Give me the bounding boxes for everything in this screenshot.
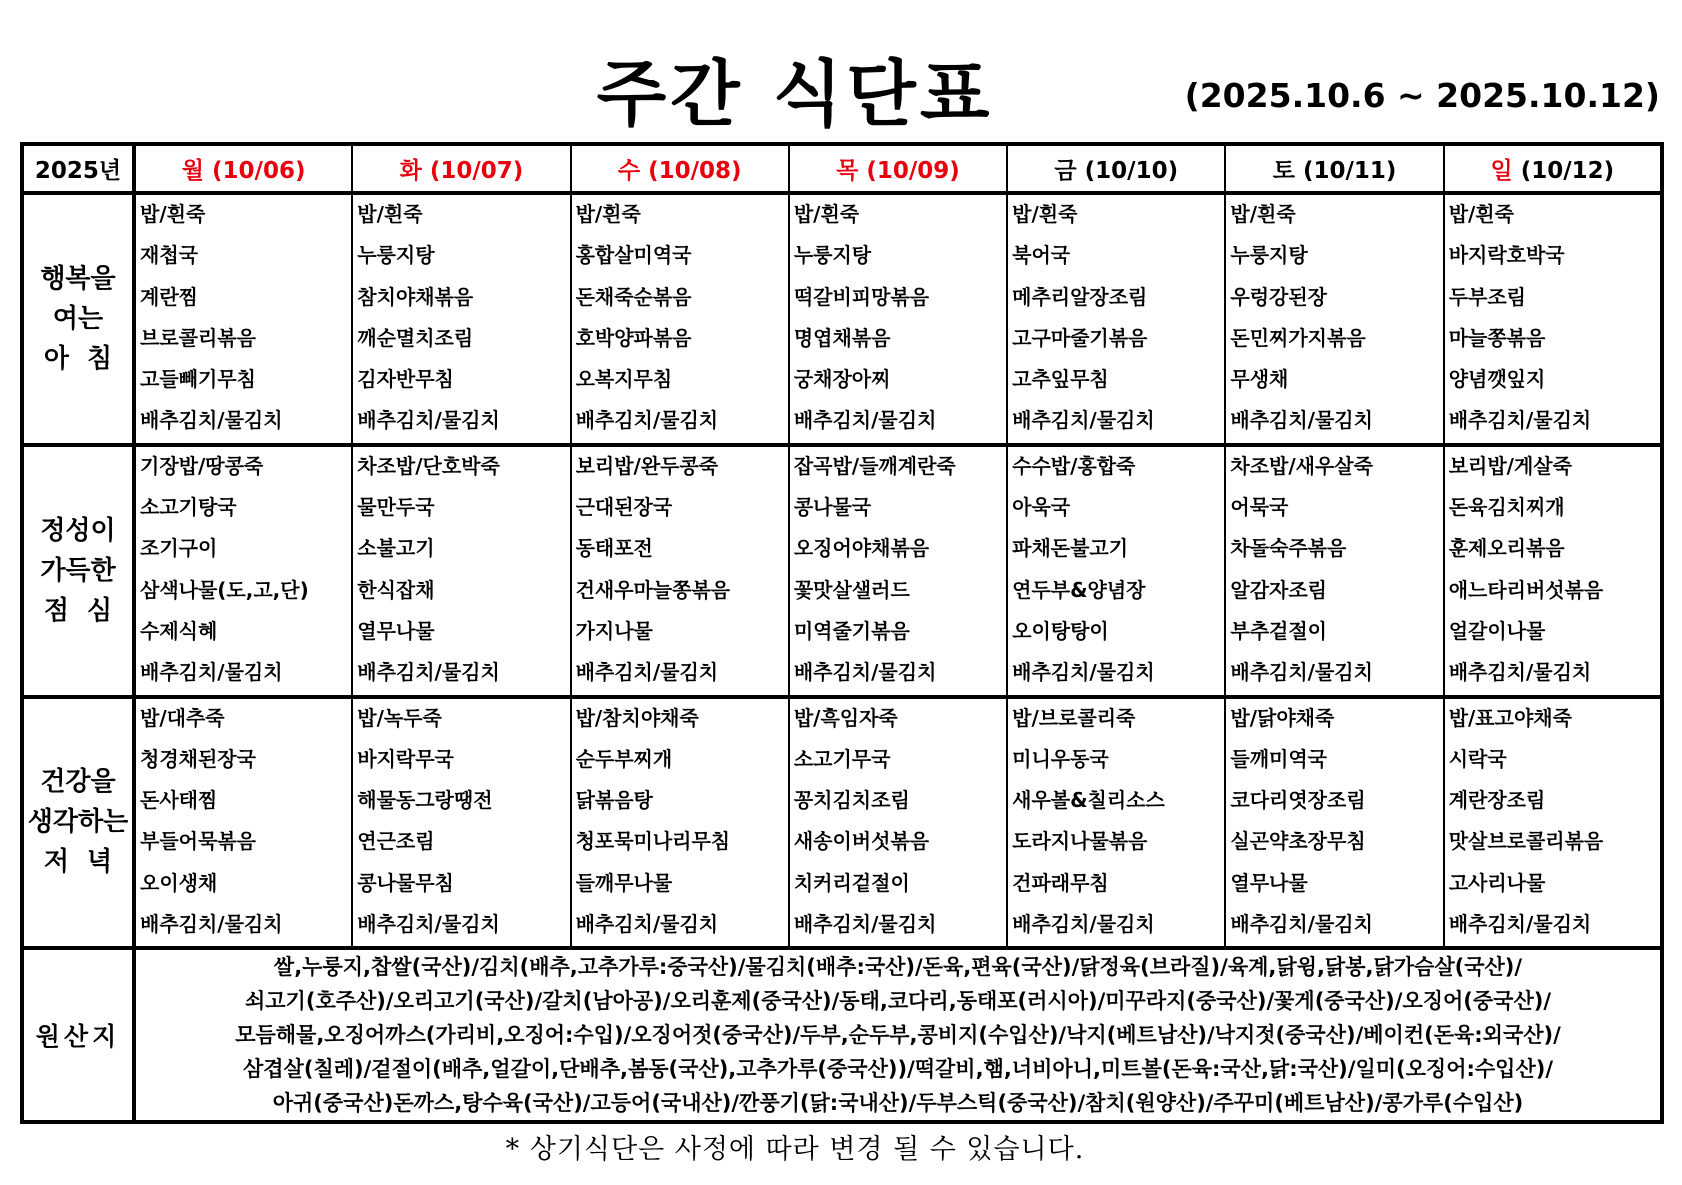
dish-item: 도라지나물볶음: [1012, 829, 1148, 854]
dish-item: 북어국: [1012, 243, 1071, 268]
meal-row: [22, 697, 1662, 949]
dish-item: 치커리겉절이: [793, 870, 910, 895]
dish-item: 얼갈이나물: [1448, 618, 1546, 643]
dish-item: 청포묵미나리무침: [575, 829, 731, 854]
dish-item: 조기구이: [140, 536, 218, 561]
dish-item: 밥/흰죽: [1012, 202, 1078, 226]
dish-item: 동태포전: [575, 536, 653, 561]
dish-item: 배추김치/물김치: [1012, 912, 1155, 937]
dish-item: 애느타리버섯볶음: [1448, 577, 1604, 602]
dish-item: 배추김치/물김치: [357, 408, 500, 433]
dish-item: 새우볼&칠리소스: [1012, 788, 1165, 813]
day-menu-cell: [571, 193, 789, 445]
dish-item: 닭볶음탕: [575, 788, 653, 813]
dish-item: 오복지무침: [575, 367, 673, 392]
dish-item: 떡갈비피망볶음: [793, 284, 930, 309]
dish-item: 밥/흰죽: [357, 202, 423, 226]
dish-item: 배추김치/물김치: [575, 408, 719, 433]
day-name: 목: [836, 158, 859, 184]
dish-item: 브로콜리볶음: [140, 325, 256, 350]
dish-item: 꽁치김치조림: [793, 788, 910, 813]
day-menu-cell: [1007, 697, 1225, 949]
dish-item: 재첩국: [140, 243, 198, 268]
day-date: (10/12): [1520, 158, 1615, 184]
day-header: [1007, 144, 1225, 193]
dish-item: 배추김치/물김치: [1230, 660, 1373, 685]
dish-list: [1008, 699, 1224, 947]
dish-item: 배추김치/물김치: [1230, 408, 1373, 433]
day-date: (10/08): [648, 158, 742, 184]
dish-list: [790, 699, 1006, 947]
change-notice: * 상기식단은 사정에 따라 변경 될 수 있습니다.: [505, 1134, 1085, 1165]
dish-item: 새송이버섯볶음: [793, 829, 930, 854]
dish-item: 오이탕탕이: [1012, 618, 1109, 643]
dish-item: 오징어야채볶음: [793, 536, 930, 561]
dish-item: 돈민찌가지볶음: [1230, 325, 1366, 350]
day-name: 화: [399, 158, 422, 184]
day-menu-cell: [789, 445, 1007, 697]
dish-item: 돈채죽순볶음: [575, 284, 692, 309]
dish-item: 밥/참치야채죽: [575, 705, 699, 730]
dish-item: 차조밥/새우살죽: [1230, 453, 1373, 478]
dish-item: 깨순멸치조림: [357, 325, 474, 350]
dish-list: [1445, 195, 1660, 443]
dish-item: 배추김치/물김치: [1448, 660, 1592, 685]
dish-item: 수수밥/홍합죽: [1012, 453, 1136, 478]
day-menu-cell: [789, 193, 1007, 445]
dish-item: 무생채: [1230, 367, 1289, 392]
dish-item: 훈제오리볶음: [1448, 536, 1565, 561]
day-menu-cell: [1225, 193, 1443, 445]
day-menu-cell: [352, 193, 570, 445]
meal-label-line: 건강을: [40, 767, 116, 798]
day-header-row: [22, 144, 1662, 193]
meal-label-line: 가득한: [40, 555, 116, 586]
dish-item: 근대된장국: [575, 495, 673, 520]
dish-item: 밥/흰죽: [793, 202, 860, 226]
dish-item: 시락국: [1448, 746, 1507, 771]
dish-item: 명엽채볶음: [793, 325, 891, 350]
dish-item: 미역줄기볶음: [793, 618, 910, 643]
dish-item: 배추김치/물김치: [575, 660, 719, 685]
day-header: [571, 144, 789, 193]
dish-item: 밥/닭야채죽: [1230, 705, 1335, 730]
day-menu-cell: [571, 697, 789, 949]
dish-list: [1008, 195, 1224, 443]
dish-item: 계란찜: [140, 284, 198, 309]
dish-item: 밥/흑임자죽: [793, 705, 898, 730]
dish-item: 밥/흰죽: [1230, 202, 1296, 226]
meal-label-line: 아 침: [43, 343, 113, 374]
day-header: [789, 144, 1007, 193]
dish-item: 배추김치/물김치: [357, 660, 500, 685]
dish-item: 배추김치/물김치: [1012, 408, 1155, 433]
dish-item: 아욱국: [1012, 495, 1071, 520]
dish-list: [572, 195, 788, 443]
dish-item: 배추김치/물김치: [357, 912, 500, 937]
dish-item: 배추김치/물김치: [1448, 912, 1592, 937]
dish-item: 양념깻잎지: [1448, 367, 1546, 392]
dish-item: 밥/대추죽: [140, 705, 225, 730]
dish-item: 밥/흰죽: [140, 202, 206, 226]
dish-list: [1226, 195, 1442, 443]
dish-item: 밥/브로콜리죽: [1012, 705, 1136, 730]
dish-item: 물만두국: [357, 495, 435, 520]
dish-item: 밥/녹두죽: [357, 705, 442, 730]
day-date: (10/09): [866, 158, 960, 184]
dish-list: [136, 195, 351, 443]
day-header: [1444, 144, 1662, 193]
dish-item: 밥/표고야채죽: [1448, 705, 1572, 730]
dish-item: 보리밥/게살죽: [1448, 453, 1572, 478]
origin-line: 삼겹살(칠레)/겉절이(배추,얼갈이,단배추,봄동(국산),고추가루(중국산))/떡갈비,햄,너비아니,미트볼(돈육:국산,닭:국산)/일미(오징어:수입산)/: [242, 1057, 1554, 1082]
dish-list: [572, 447, 788, 695]
dish-list: [136, 447, 351, 695]
meal-label-line: 생각하는: [27, 807, 129, 838]
meal-label-line: 정성이: [40, 515, 116, 546]
meal-label-line: 저 녁: [43, 847, 113, 878]
dish-item: 참치야채볶음: [357, 284, 474, 309]
day-menu-cell: [1225, 697, 1443, 949]
dish-item: 고들빼기무침: [140, 367, 256, 392]
dish-item: 보리밥/완두콩죽: [575, 453, 719, 478]
dish-item: 돈육김치찌개: [1448, 495, 1565, 520]
day-menu-cell: [1225, 445, 1443, 697]
dish-item: 고사리나물: [1448, 870, 1546, 895]
dish-item: 두부조림: [1448, 284, 1526, 309]
day-menu-cell: [352, 697, 570, 949]
dish-list: [136, 699, 351, 947]
dish-item: 해물동그랑땡전: [357, 788, 493, 813]
dish-item: 배추김치/물김치: [1012, 660, 1155, 685]
dish-list: [353, 195, 569, 443]
day-date: (10/07): [429, 158, 524, 184]
dish-item: 배추김치/물김치: [1230, 912, 1373, 937]
dish-item: 열무나물: [1230, 870, 1308, 895]
origin-line: 모듬해물,오징어까스(가리비,오징어:수입)/오징어젓(중국산)/두부,순두부,콩비지(수입산)/낙지(베트남산)/낙지젓(중국산)/베이컨(돈육:외국산)/: [235, 1023, 1561, 1048]
dish-list: [1445, 699, 1660, 947]
meal-label: [22, 697, 134, 949]
dish-list: [790, 195, 1006, 443]
day-menu-cell: [1444, 445, 1662, 697]
day-menu-cell: [1444, 193, 1662, 445]
day-header: [352, 144, 570, 193]
dish-item: 배추김치/물김치: [1448, 408, 1592, 433]
dish-item: 마늘쫑볶음: [1448, 325, 1546, 350]
dish-item: 소고기무국: [793, 746, 891, 771]
dish-item: 가지나물: [575, 618, 653, 643]
dish-item: 호박양파볶음: [575, 325, 692, 350]
dish-item: 연두부&양념장: [1012, 577, 1146, 602]
dish-item: 순두부찌개: [575, 746, 673, 771]
dish-item: 연근조림: [357, 829, 435, 854]
day-date: (10/10): [1084, 158, 1179, 184]
dish-item: 고추잎무침: [1012, 367, 1109, 392]
dish-item: 홍합살미역국: [575, 243, 692, 268]
dish-item: 잡곡밥/들깨계란죽: [793, 453, 956, 478]
dish-list: [1445, 447, 1660, 695]
meal-label: [22, 193, 134, 445]
dish-item: 누룽지탕: [793, 243, 872, 268]
day-menu-cell: [1444, 697, 1662, 949]
meal-label-line: 여는: [52, 303, 104, 334]
dish-item: 밥/흰죽: [1448, 202, 1514, 226]
dish-item: 계란장조림: [1448, 788, 1546, 813]
dish-list: [572, 699, 788, 947]
dish-item: 콩나물무침: [357, 870, 454, 895]
dish-item: 차돌숙주볶음: [1230, 536, 1347, 561]
dish-item: 배추김치/물김치: [140, 408, 283, 433]
origin-line: 쌀,누룽지,찹쌀(국산)/김치(배추,고추가루:중국산)/물김치(배추:국산)/돈육,편육(국산)/닭정육(브라질)/육계,닭윙,닭봉,닭가슴살(국산)/: [273, 955, 1523, 980]
menu-period: (2025.10.6 ~ 2025.10.12): [1184, 76, 1660, 115]
dish-item: 코다리엿장조림: [1230, 788, 1366, 813]
dish-item: 궁채장아찌: [793, 367, 891, 392]
origin-label: 원산지: [22, 948, 134, 1122]
dish-item: 어묵국: [1230, 495, 1289, 520]
dish-item: 배추김치/물김치: [575, 912, 719, 937]
origin-content: [134, 948, 1662, 1122]
day-header: [134, 144, 352, 193]
dish-list: [790, 447, 1006, 695]
day-menu-cell: [134, 697, 352, 949]
meal-row: [22, 445, 1662, 697]
dish-item: 돈사태찜: [140, 788, 218, 813]
dish-item: 소불고기: [357, 536, 435, 561]
dish-item: 배추김치/물김치: [793, 912, 937, 937]
dish-item: 고구마줄기볶음: [1012, 325, 1148, 350]
dish-item: 꽃맛살샐러드: [793, 577, 910, 602]
day-name: 금: [1054, 158, 1077, 184]
dish-item: 건새우마늘쫑볶음: [575, 577, 731, 602]
dish-list: [1226, 699, 1442, 947]
dish-item: 누룽지탕: [1230, 243, 1308, 268]
day-date: (10/11): [1302, 158, 1397, 184]
dish-item: 한식잡채: [357, 577, 435, 602]
dish-list: [353, 447, 569, 695]
day-name: 월: [181, 158, 205, 184]
day-menu-cell: [571, 445, 789, 697]
dish-item: 소고기탕국: [140, 495, 237, 520]
day-menu-cell: [134, 445, 352, 697]
dish-item: 맛살브로콜리볶음: [1448, 829, 1604, 854]
day-header: [1225, 144, 1443, 193]
origin-line: 쇠고기(호주산)/오리고기(국산)/갈치(남아공)/오리훈제(중국산)/동태,코다리,동태포(러시아)/미꾸라지(중국산)/꽃게(중국산)/오징어(중국산)/: [244, 989, 1552, 1014]
origin-line: 아귀(중국산)돈까스,탕수육(국산)/고등어(국내산)/깐풍기(닭:국내산)/두부스틱(중국산)/참치(원양산)/주꾸미(베트남산)/콩가루(수입산): [272, 1091, 1524, 1116]
dish-item: 차조밥/단호박죽: [357, 453, 500, 478]
page-title: 주간 식단표: [596, 52, 994, 136]
dish-list: [353, 699, 569, 947]
dish-item: 들깨무나물: [575, 870, 673, 895]
day-menu-cell: [352, 445, 570, 697]
dish-item: 바지락무국: [357, 746, 454, 771]
dish-item: 삼색나물(도,고,단): [140, 577, 309, 602]
dish-item: 김자반무침: [357, 367, 454, 392]
dish-item: 부들어묵볶음: [140, 829, 256, 854]
origin-row: [22, 948, 1662, 1122]
meal-label-line: 점 심: [43, 595, 113, 626]
dish-list: [1008, 447, 1224, 695]
dish-item: 배추김치/물김치: [793, 408, 937, 433]
day-menu-cell: [134, 193, 352, 445]
dish-item: 배추김치/물김치: [140, 912, 283, 937]
meal-row: [22, 193, 1662, 445]
dish-item: 기장밥/땅콩죽: [140, 453, 264, 478]
dish-item: 누룽지탕: [357, 243, 435, 268]
day-menu-cell: [1007, 193, 1225, 445]
year-header: 2025년: [22, 144, 134, 193]
dish-item: 파채돈불고기: [1012, 536, 1129, 561]
dish-item: 콩나물국: [793, 495, 872, 520]
meal-label-line: 행복을: [40, 263, 116, 294]
dish-item: 미니우동국: [1012, 746, 1109, 771]
dish-item: 우렁강된장: [1230, 284, 1328, 309]
dish-item: 열무나물: [357, 618, 435, 643]
dish-item: 수제식혜: [140, 618, 218, 643]
dish-item: 청경채된장국: [140, 746, 256, 771]
day-menu-cell: [789, 697, 1007, 949]
dish-item: 실곤약초장무침: [1230, 829, 1366, 854]
day-menu-cell: [1007, 445, 1225, 697]
day-name: 수: [617, 158, 641, 184]
day-name: 토: [1272, 158, 1295, 184]
day-name: 일: [1490, 158, 1513, 184]
dish-item: 부추겉절이: [1230, 618, 1328, 643]
weekly-menu-table: [20, 142, 1664, 1124]
dish-item: 배추김치/물김치: [140, 660, 283, 685]
dish-item: 바지락호박국: [1448, 243, 1565, 268]
day-date: (10/06): [212, 158, 306, 184]
dish-item: 배추김치/물김치: [793, 660, 937, 685]
meal-label: [22, 445, 134, 697]
dish-item: 메추리알장조림: [1012, 284, 1148, 309]
dish-item: 밥/흰죽: [575, 202, 641, 226]
dish-item: 건파래무침: [1012, 870, 1109, 895]
dish-item: 오이생채: [140, 870, 218, 895]
dish-item: 알감자조림: [1230, 577, 1328, 602]
dish-list: [1226, 447, 1442, 695]
dish-item: 들깨미역국: [1230, 746, 1328, 771]
